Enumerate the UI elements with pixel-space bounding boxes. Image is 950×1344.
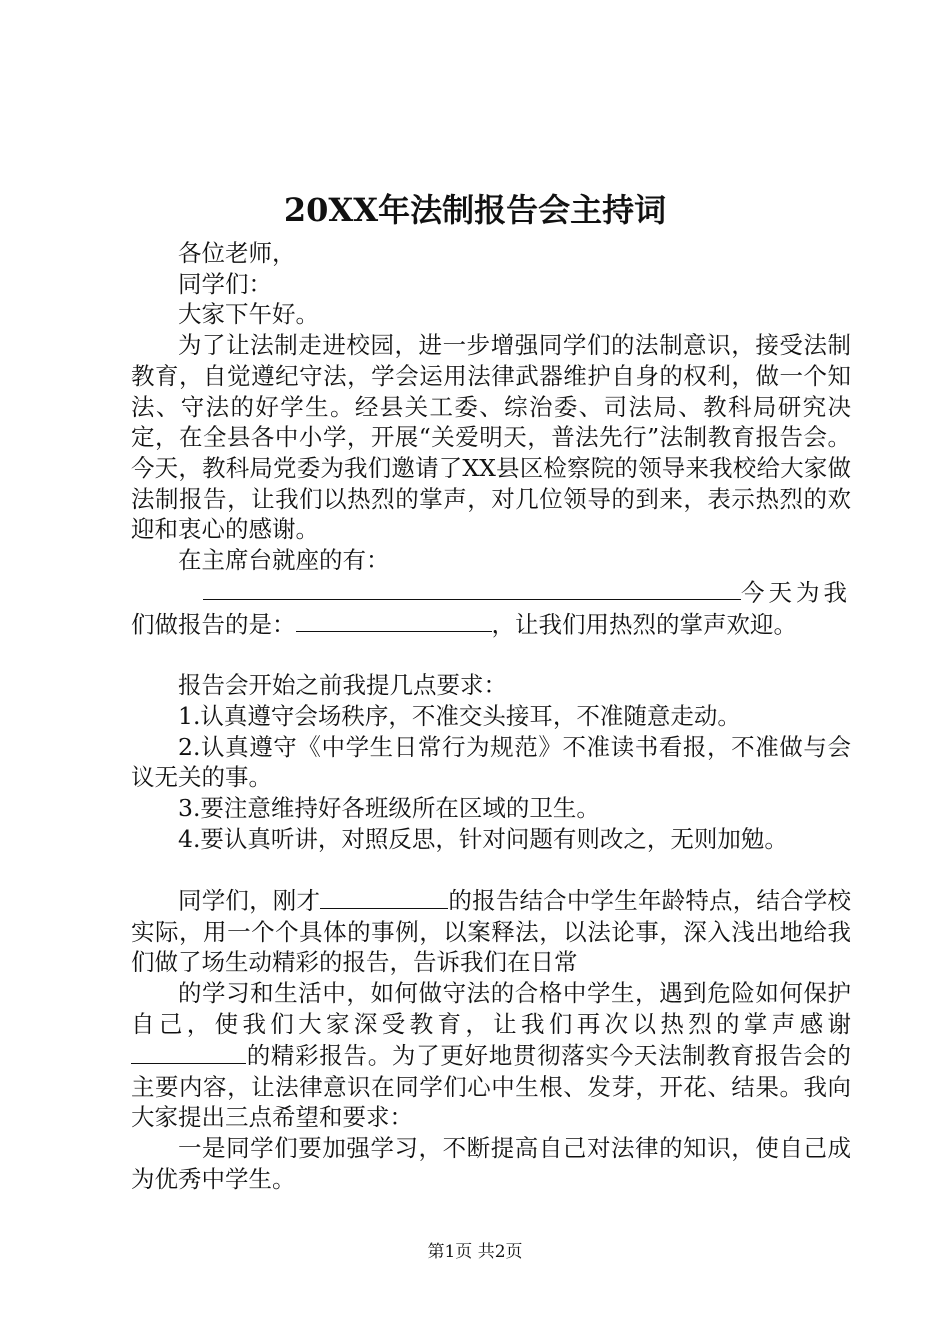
greeting-afternoon: 大家下午好。 [178, 300, 319, 329]
requirement-2: 2.认真遵守《中学生日常行为规范》不准读书看报，不准做与会议无关的事。 [131, 732, 851, 792]
closing-2-rest: 的精彩报告。为了更好地贯彻落实今天法制教育报告会的主要内容，让法律意识在同学们心中生根、发芽，开花、结果。我向大家提出三点希望和要求： [131, 1041, 851, 1132]
requirements-intro: 报告会开始之前我提几点要求： [178, 671, 507, 700]
reporter-line [131, 608, 851, 640]
hope-1: 一是同学们要加强学习，不断提高自己对法律的知识，使自己成为优秀中学生。 [131, 1133, 851, 1193]
speaker-blank-2[interactable] [131, 1039, 246, 1064]
requirement-1: 1.认真遵守会场秩序，不准交头接耳，不准随意走动。 [178, 701, 741, 730]
closing-1-rest: 的报告结合中学生年龄特点，结合学校实际，用一个个具体的事例，以案释法，以法论事，深入浅出地给我们做了场生动精彩的报告，告诉我们在日常 [131, 886, 852, 977]
document-body [131, 238, 851, 1194]
reporter-label: 们做报告的是： [131, 610, 296, 639]
document-title: 20XX年法制报告会主持词 [283, 191, 667, 229]
greeting-students: 同学们： [178, 269, 272, 298]
intro-paragraph: 为了让法制走进校园，进一步增强同学们的法制意识，接受法制教育，自觉遵纪守法，学会运用法律武器维护自身的权利，做一个知法、守法的好学生。经县关工委、综治委、司法局、教科局研究决定，在全县各中小学，开展“关爱明天，普法先行”法制教育报告会。今天，教科局党委为我们邀请了XX县区检察院的领导来我校给大家做法制报告，让我们以热烈的掌声，对几位领导的到来，表示热烈的欢迎和衷心的感谢。 [131, 331, 851, 544]
closing-2-start: 的学习和生活中，如何做守法的合格中学生，遇到危险如何保护自己，使我们大家深受教育，让我们再次以热烈的掌声感谢 [131, 978, 851, 1038]
page-footer: 第1页 共2页 [427, 1242, 523, 1262]
podium-guests-line: 在主席台就座的有： [178, 546, 390, 575]
closing-paragraph-1 [131, 884, 851, 978]
speaker-blank-1[interactable] [320, 884, 448, 909]
reporter-blank[interactable] [296, 608, 492, 633]
closing-1-start: 同学们，刚才 [178, 886, 321, 915]
blank-line-guests [131, 576, 851, 608]
applause-welcome: ，让我们用热烈的掌声欢迎。 [491, 610, 797, 639]
greeting-teachers: 各位老师， [178, 239, 296, 267]
requirement-4: 4.要认真听讲，对照反思，针对问题有则改之，无则加勉。 [178, 824, 788, 853]
requirement-3: 3.要注意维持好各班级所在区域的卫生。 [178, 793, 600, 822]
closing-paragraph-2 [131, 978, 851, 1133]
today-reporter-prefix: 今天为我 [741, 578, 851, 607]
guests-blank[interactable] [203, 576, 741, 601]
